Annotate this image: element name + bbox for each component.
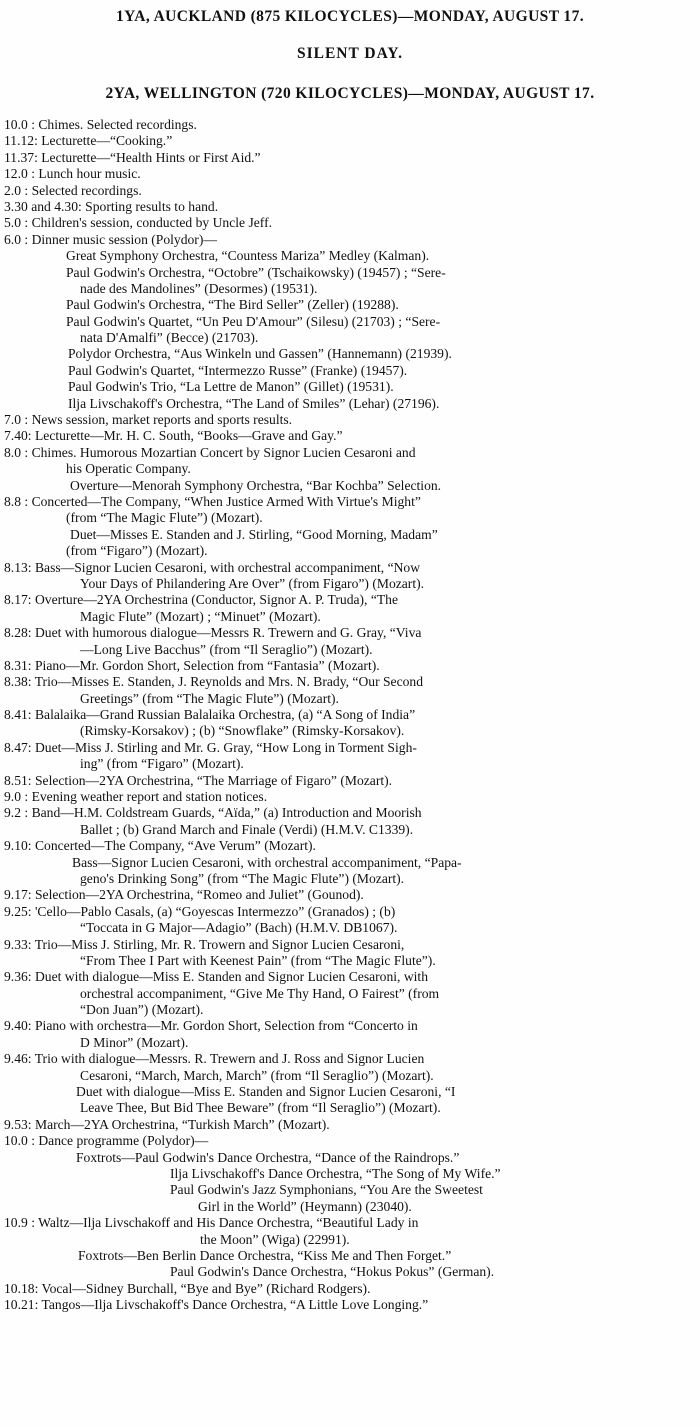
entry-time: 8.8 : (4, 493, 29, 509)
programme-continuation (0, 297, 700, 313)
entry-time: 8.28: (4, 625, 32, 641)
entry-time: 8.51: (4, 772, 32, 788)
entry-text: Selected recordings. (28, 182, 142, 198)
programme-entry (0, 215, 700, 231)
programme-continuation (0, 723, 700, 739)
entry-text: News session, market reports and sports results. (28, 412, 293, 428)
entry-text: Chimes. Humorous Mozartian Concert by Signor Lucien Cesaroni and (28, 444, 416, 460)
entry-text: Greetings” (from “The Magic Flute”) (Mozart). (80, 690, 339, 706)
entry-time: 7.40: (4, 428, 32, 444)
programme-continuation (0, 691, 700, 707)
entry-text: (Rimsky-Korsakov) ; (b) “Snowflake” (Rimsky-Korsakov). (80, 723, 405, 739)
programme-entry (0, 445, 700, 461)
programme-continuation (0, 1248, 700, 1264)
entry-text: orchestral accompaniment, “Give Me Thy Hand, O Fairest” (from (80, 985, 440, 1001)
entry-text: Polydor Orchestra, “Aus Winkeln und Gassen” (Hannemann) (21939). (68, 346, 452, 362)
programme-continuation (0, 986, 700, 1002)
programme-continuation (0, 281, 700, 297)
programme-list (0, 117, 700, 1314)
programme-entry (0, 789, 700, 805)
entry-text: Ballet ; (b) Grand March and Finale (Verdi) (H.M.V. C1339). (80, 821, 414, 837)
programme-continuation (0, 1068, 700, 1084)
entry-time: 8.38: (4, 674, 32, 690)
programme-entry (0, 133, 700, 149)
entry-text: Trio with dialogue—Messrs. R. Trewern and J. Ross and Signor Lucien (31, 1051, 425, 1067)
programme-entry (0, 937, 700, 953)
entry-text: Dance programme (Polydor)— (34, 1133, 209, 1149)
entry-text: Ilja Livschakoff's Orchestra, “The Land of Smiles” (Lehar) (27196). (68, 395, 440, 411)
entry-time: 8.31: (4, 657, 32, 673)
entry-time: 8.41: (4, 707, 32, 723)
entry-text: (from “Figaro”) (Mozart). (66, 543, 208, 559)
entry-text: Evening weather report and station notices. (28, 789, 268, 805)
entry-time: 9.36: (4, 969, 32, 985)
programme-continuation (0, 543, 700, 559)
entry-time: 10.9 : (4, 1215, 35, 1231)
entry-time: 2.0 : (4, 182, 29, 198)
programme-continuation (0, 1264, 700, 1280)
programme-entry (0, 904, 700, 920)
programme-entry (0, 150, 700, 166)
entry-time: 3.30 and 4.30: (4, 198, 82, 214)
entry-text: Tangos—Ilja Livschakoff's Dance Orchestra, “A Little Love Longing.” (38, 1297, 429, 1313)
entry-text: Lunch hour music. (34, 166, 141, 182)
entry-text: Lecturette—“Health Hints or First Aid.” (37, 149, 261, 165)
entry-time: 10.0 : (4, 1133, 35, 1149)
entry-text: (from “The Magic Flute”) (Mozart). (66, 510, 263, 526)
entry-text: —Long Live Bacchus” (from “Il Seraglio”) (Mozart). (80, 641, 373, 657)
entry-time: 5.0 : (4, 215, 29, 231)
entry-time: 9.10: (4, 838, 32, 854)
programme-entry (0, 428, 700, 444)
programme-continuation (0, 1100, 700, 1116)
programme-entry (0, 658, 700, 674)
programme-continuation (0, 314, 700, 330)
programme-continuation (0, 510, 700, 526)
station-1ya-heading: 1YA, AUCKLAND (875 KILOCYCLES)—MONDAY, AUGUST 17. (115, 8, 585, 25)
entry-time: 8.17: (4, 592, 32, 608)
entry-text: D Minor” (Mozart). (80, 1034, 189, 1050)
entry-text: ing” (from “Figaro” (Mozart). (80, 756, 244, 772)
entry-text: Waltz—Ilja Livschakoff and His Dance Orchestra, “Beautiful Lady in (34, 1215, 419, 1231)
entry-text: Balalaika—Grand Russian Balalaika Orchestra, (a) “A Song of India” (31, 707, 416, 723)
entry-text: Ilja Livschakoff's Dance Orchestra, “The Song of My Wife.” (170, 1166, 501, 1181)
programme-continuation (0, 265, 700, 281)
programme-entry (0, 1215, 700, 1231)
programme-continuation (0, 609, 700, 625)
entry-time: 9.40: (4, 1018, 32, 1034)
programme-continuation (0, 478, 700, 494)
entry-text: Paul Godwin's Quartet, “Un Peu D'Amour” (Silesu) (21703) ; “Sere- (66, 313, 441, 329)
entry-text: Trio—Misses E. Standen, J. Reynolds and Mrs. N. Brady, “Our Second (31, 674, 424, 690)
programme-entry (0, 1117, 700, 1133)
entry-text: Band—H.M. Coldstream Guards, “Aïda,” (a) Introduction and Moorish (28, 805, 422, 821)
programme-continuation (0, 379, 700, 395)
programme-entry (0, 1018, 700, 1034)
entry-time: 9.2 : (4, 805, 29, 821)
entry-text: Children's session, conducted by Uncle Jeff. (28, 215, 272, 231)
entry-time: 8.0 : (4, 444, 29, 460)
programme-entry (0, 1051, 700, 1067)
programme-continuation (0, 363, 700, 379)
entry-text: Selection—2YA Orchestrina, “Romeo and Juliet” (Gounod). (31, 887, 364, 903)
entry-time: 12.0 : (4, 166, 35, 182)
entry-text: Your Days of Philandering Are Over” (from Figaro”) (Mozart). (80, 575, 425, 591)
entry-text: Chimes. Selected recordings. (34, 117, 197, 132)
station-2ya-heading: 2YA, WELLINGTON (720 KILOCYCLES)—MONDAY, AUGUST 17. (105, 85, 595, 102)
programme-continuation (0, 1182, 700, 1198)
entry-time: 7.0 : (4, 412, 29, 428)
entry-text: March—2YA Orchestrina, “Turkish March” (Mozart). (31, 1116, 330, 1132)
entry-text: Selection—2YA Orchestrina, “The Marriage of Figaro” (Mozart). (31, 772, 393, 788)
programme-continuation (0, 1084, 700, 1100)
programme-entry (0, 887, 700, 903)
entry-text: Foxtrots—Paul Godwin's Dance Orchestra, “Dance of the Raindrops.” (76, 1149, 460, 1165)
programme-entry (0, 166, 700, 182)
entry-text: Sporting results to hand. (81, 198, 219, 214)
programme-continuation (0, 346, 700, 362)
programme-continuation (0, 1035, 700, 1051)
programme-entry (0, 1297, 700, 1313)
entry-text: Paul Godwin's Orchestra, “Octobre” (Tschaikowsky) (19457) ; “Sere- (66, 264, 446, 280)
entry-time: 8.13: (4, 559, 32, 575)
programme-entry (0, 707, 700, 723)
entry-time: 10.0 : (4, 117, 35, 132)
programme-entry (0, 560, 700, 576)
entry-time: 11.12: (4, 133, 38, 149)
programme-entry (0, 740, 700, 756)
entry-text: geno's Drinking Song” (from “The Magic Flute”) (Mozart). (80, 870, 405, 886)
entry-text: “Toccata in G Major—Adagio” (Bach) (H.M.V. DB1067). (80, 920, 398, 936)
entry-text: his Operatic Company. (66, 461, 191, 477)
entry-text: nata D'Amalfi” (Becce) (21703). (80, 330, 259, 346)
programme-continuation (0, 1002, 700, 1018)
entry-text: Paul Godwin's Quartet, “Intermezzo Russe” (Franke) (19457). (68, 362, 408, 378)
programme-continuation (0, 1150, 700, 1166)
programme-continuation (0, 822, 700, 838)
entry-text: Girl in the World” (Heymann) (23040). (198, 1198, 412, 1214)
programme-continuation (0, 527, 700, 543)
entry-text: “Don Juan”) (Mozart). (80, 1002, 204, 1018)
entry-time: 9.0 : (4, 789, 29, 805)
entry-text: Piano—Mr. Gordon Short, Selection from “Fantasia” (Mozart). (31, 657, 380, 673)
entry-text: Duet with dialogue—Miss E. Standen and Signor Lucien Cesaroni, “I (76, 1084, 456, 1100)
entry-text: Foxtrots—Ben Berlin Dance Orchestra, “Kiss Me and Then Forget.” (78, 1247, 452, 1263)
entry-text: Paul Godwin's Trio, “La Lettre de Manon” (Gillet) (19531). (68, 379, 394, 395)
programme-continuation (0, 871, 700, 887)
entry-text: Cesaroni, “March, March, March” (from “Il Seraglio”) (Mozart). (80, 1067, 434, 1083)
entry-text: Trio—Miss J. Stirling, Mr. R. Trowern and Signor Lucien Cesaroni, (31, 936, 405, 952)
programme-entry (0, 625, 700, 641)
entry-time: 9.46: (4, 1051, 32, 1067)
programme-entry (0, 199, 700, 215)
entry-text: Leave Thee, But Bid Thee Beware” (from “Il Seraglio”) (Mozart). (80, 1100, 441, 1116)
programme-continuation (0, 248, 700, 264)
entry-text: Duet—Misses E. Standen and J. Stirling, “Good Morning, Madam” (70, 526, 438, 542)
entry-text: Bass—Signor Lucien Cesaroni, with orchestral accompaniment, “Now (31, 559, 421, 575)
entry-text: Duet—Miss J. Stirling and Mr. G. Gray, “How Long in Torment Sigh- (31, 739, 417, 755)
programme-entry (0, 773, 700, 789)
programme-entry (0, 232, 700, 248)
entry-time: 9.17: (4, 887, 32, 903)
programme-continuation (0, 920, 700, 936)
programme-continuation (0, 576, 700, 592)
entry-text: Overture—2YA Orchestrina (Conductor, Signor A. P. Truda), “The (31, 592, 399, 608)
entry-text: Great Symphony Orchestra, “Countess Mariza” Medley (Kalman). (66, 248, 430, 264)
programme-entry (0, 1133, 700, 1149)
programme-entry (0, 969, 700, 985)
programme-continuation (0, 855, 700, 871)
programme-continuation (0, 1232, 700, 1248)
entry-text: Paul Godwin's Dance Orchestra, “Hokus Pokus” (German). (170, 1264, 495, 1280)
programme-continuation (0, 1166, 700, 1182)
programme-entry (0, 1281, 700, 1297)
entry-text: Bass—Signor Lucien Cesaroni, with orchestral accompaniment, “Papa- (72, 854, 462, 870)
entry-time: 9.25: (4, 903, 32, 919)
entry-text: Concerted—The Company, “Ave Verum” (Mozart). (31, 838, 316, 854)
entry-time: 9.33: (4, 936, 32, 952)
programme-entry (0, 592, 700, 608)
entry-text: Lecturette—Mr. H. C. South, “Books—Grave and Gay.” (31, 428, 343, 444)
entry-text: Duet with dialogue—Miss E. Standen and Signor Lucien Cesaroni, with (31, 969, 429, 985)
programme-entry (0, 805, 700, 821)
programme-continuation (0, 642, 700, 658)
programme-continuation (0, 396, 700, 412)
programme-entry (0, 412, 700, 428)
entry-text: Duet with humorous dialogue—Messrs R. Trewern and G. Gray, “Viva (31, 625, 422, 641)
entry-text: Magic Flute” (Mozart) ; “Minuet” (Mozart). (80, 608, 321, 624)
entry-text: Vocal—Sidney Burchall, “Bye and Bye” (Richard Rodgers). (38, 1280, 371, 1296)
entry-text: “From Thee I Part with Keenest Pain” (from “The Magic Flute”). (80, 952, 436, 968)
entry-text: Concerted—The Company, “When Justice Armed With Virtue's Might” (28, 493, 421, 509)
programme-entry (0, 838, 700, 854)
entry-text: Overture—Menorah Symphony Orchestra, “Bar Kochba” Selection. (70, 477, 442, 493)
silent-day-notice: SILENT DAY. (296, 45, 404, 62)
entry-time: 9.53: (4, 1116, 32, 1132)
entry-text: Piano with orchestra—Mr. Gordon Short, Selection from “Concerto in (31, 1018, 418, 1034)
entry-time: 8.47: (4, 739, 32, 755)
entry-text: the Moon” (Wiga) (22991). (200, 1231, 350, 1247)
programme-continuation (0, 461, 700, 477)
entry-text: Lecturette—“Cooking.” (37, 133, 173, 149)
programme-entry (0, 494, 700, 510)
entry-text: Paul Godwin's Jazz Symphonians, “You Are the Sweetest (170, 1182, 483, 1198)
entry-text: Paul Godwin's Orchestra, “The Bird Seller” (Zeller) (19288). (66, 297, 399, 313)
entry-text: Dinner music session (Polydor)— (28, 231, 217, 247)
programme-entry (0, 674, 700, 690)
programme-entry (0, 117, 700, 133)
programme-continuation (0, 953, 700, 969)
programme-continuation (0, 756, 700, 772)
programme-entry (0, 183, 700, 199)
entry-time: 10.21: (4, 1297, 39, 1313)
entry-text: nade des Mandolines” (Desormes) (19531). (80, 280, 318, 296)
entry-text: 'Cello—Pablo Casals, (a) “Goyescas Intermezzo” (Granados) ; (b) (31, 903, 396, 919)
entry-time: 11.37: (4, 149, 38, 165)
entry-time: 6.0 : (4, 231, 29, 247)
entry-time: 10.18: (4, 1280, 39, 1296)
programme-continuation (0, 1199, 700, 1215)
programme-continuation (0, 330, 700, 346)
